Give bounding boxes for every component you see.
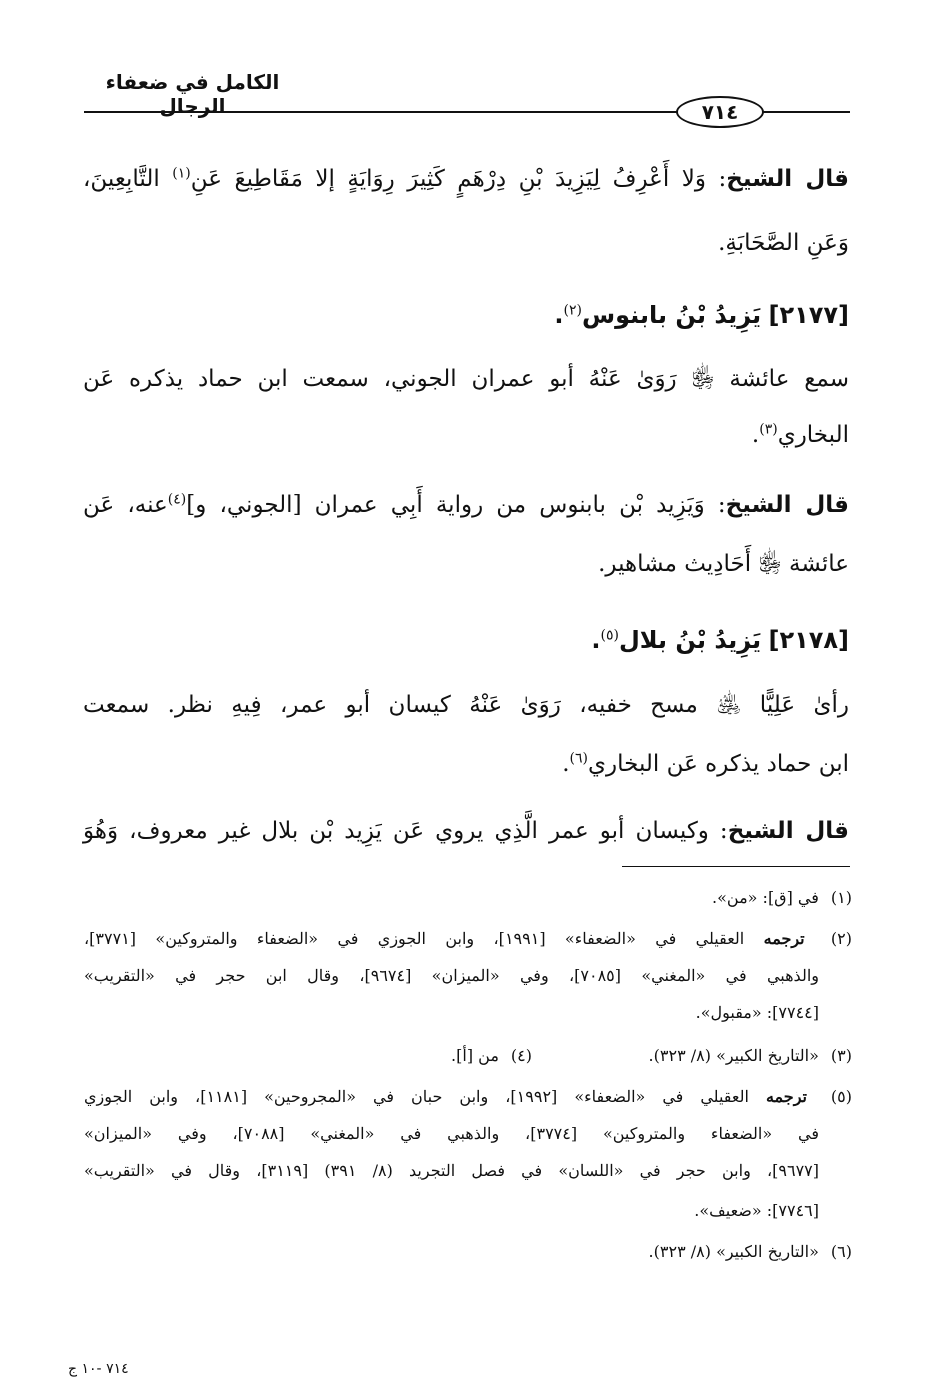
footnote-ref: (١) [172,165,191,182]
footnote-text: «التاريخ الكبير» (٨/ ٣٢٣). [648,1242,819,1261]
paragraph-text: عنه، عَن [83,492,168,518]
paragraph-text: البخاري [777,422,849,448]
sheikh-label: قال الشيخ [726,166,849,192]
paragraph-1-line-2: وَعَنِ الصَّحَابَةِ. [718,230,849,256]
footnote-number: (١) [830,888,852,907]
paragraph-text: : وكيسان أبو عمر الَّذِي يروي عَن يَزِيد بْن بلال غير معروف، وَهُوَ [83,818,728,844]
entry-heading-2178 [591,628,849,653]
footnote-5-line-3: [٩٦٧٧]، وابن حجر في «اللسان» في فصل التجريد (٨/ ٣٩١) [٣١١٩]، وقال في «التقريب» [84,1161,820,1180]
page-number: ٧١٤ [701,100,739,124]
paragraph-text: . [562,751,570,777]
entry-name: يَزِيدُ بْنُ بلال [618,626,762,654]
footnote-5-line-1 [84,1089,852,1105]
sheikh-label: قال الشيخ [725,492,849,518]
paragraph-3-line-1 [83,491,849,518]
footnote-ref: (٢) [563,302,583,319]
paragraph-2-line-1: سمع عائشة ﵂ رَوَىٰ عَنْهُ أبو عمران الجوني، سمعت ابن حماد يذكره عَن [83,366,849,392]
paragraph-4-line-1: رأىٰ عَلِيًّا ﵁ مسح خفيه، رَوَىٰ عَنْهُ كيسان أبو عمر، فِيهِ نظر. سمعت [83,692,849,718]
footnote-2-line-1 [84,931,852,947]
footnote-number: (٣) [830,1046,852,1065]
footnote-number: (٥) [830,1087,852,1106]
footnote-4 [451,1048,532,1064]
paragraph-4-line-2 [562,750,849,777]
page-number-badge [676,96,764,128]
paragraph-3-line-2: عائشة ﵂ أَحَادِيث مشاهير. [598,551,849,577]
footnote-ref: (٤) [167,491,187,508]
footnote-5-line-2: في «الضعفاء والمتروكين» [٣٧٧٤]، والذهبي في «المغني» [٧٠٨٨]، وفي «الميزان» [84,1124,819,1143]
paragraph-text: : وَيَزِيد بْن بابنوس من رواية أَبِي عمران [الجوني، و] [186,492,726,518]
entry-number: [٢١٧٨] [768,626,849,654]
paragraph-text: التَّابِعِينَ، [83,166,173,192]
footnote-bold: ترجمه [763,929,805,948]
footnote-text: في [ق]: «من». [712,888,819,907]
footnote-separator [622,866,850,867]
footnote-text: العقيلي في «الضعفاء» [١٩٩١]، وابن الجوزي في «الضعفاء والمتروكين» [٣٧٧١]، [84,929,764,948]
footnote-number: (٢) [830,929,853,948]
footnote-text: العقيلي في «الضعفاء» [١٩٩٢]، وابن حبان في «المجروحين» [١١٨١]، وابن الجوزي [84,1087,766,1106]
paragraph-text: ابن حماد يذكره عَن البخاري [587,751,849,777]
sheikh-label: قال الشيخ [727,818,849,844]
footnote-number: (٤) [510,1046,532,1065]
footnote-text: «التاريخ الكبير» (٨/ ٣٢٣). [648,1046,819,1065]
entry-heading-2177 [554,303,849,328]
footnote-6 [649,1244,852,1260]
footnote-ref: (٦) [569,750,588,767]
entry-end: . [591,626,601,654]
footnote-ref: (٥) [600,627,619,644]
footnote-2-line-2: والذهبي في «المغني» [٧٠٨٥]، وفي «الميزان» [٩٦٧٤]، وقال ابن حجر في «التقريب» [84,966,819,985]
footnote-bold: ترجمه [765,1087,807,1106]
footnote-text: من [أ]. [451,1046,499,1065]
entry-number: [٢١٧٧] [768,301,849,329]
paragraph-1-line-1 [83,165,849,192]
footnote-ref: (٣) [759,421,778,438]
footnote-2-line-3: [٧٧٤٤]: «مقبول». [695,1003,819,1022]
footnote-3 [649,1048,852,1064]
paragraph-text: . [751,422,760,448]
paragraph-2-line-2 [751,421,849,448]
footnote-1 [712,890,852,906]
paragraph-text: : وَلا أَعْرِفُ لِيَزِيدَ بْنِ دِرْهَمٍ كَثِيرَ رِوَايَةٍ إلا مَقَاطِيعَ عَنِ [190,166,727,192]
entry-end: . [554,301,564,329]
footnote-number: (٦) [830,1242,852,1261]
entry-name: يَزِيدُ بْنُ بابنوس [582,301,762,329]
bottom-print-mark: ٧١٤ -١٠ ج [68,1361,129,1377]
running-title: الكامل في ضعفاء الرجال [105,70,280,118]
footnote-5-line-4: [٧٧٤٦]: «ضعيف». [694,1201,819,1220]
paragraph-5-line-1 [83,820,849,843]
